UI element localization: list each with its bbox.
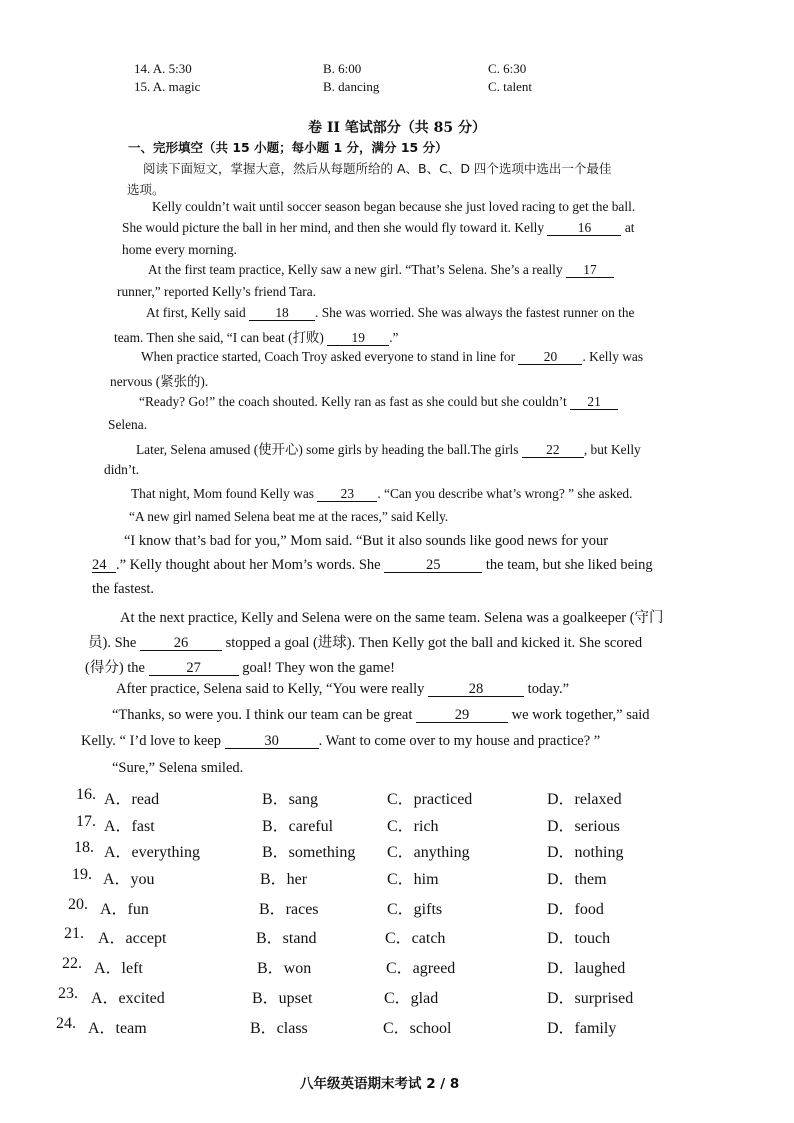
question-row-15 [0,79,794,99]
option-d: D．food [547,901,604,918]
blank-25: 25 [384,558,482,573]
passage-line: That night, Mom found Kelly was 23 . “Can you describe what’s wrong? ” she asked. [131,486,633,501]
blank-21: 21 [570,395,618,410]
passage-line: When practice started, Coach Troy asked everyone to stand in line for 20 . Kelly was [141,349,644,364]
option-row-23 [0,985,794,1009]
option-a: 15. A. magic [134,79,201,94]
option-a: 14. A. 5:30 [134,61,192,76]
passage-line: nervous (紧张的). [110,374,209,389]
blank-28: 28 [428,682,524,697]
passage-line: At first, Kelly said 18 . She was worried. She was always the fastest runner on the [146,305,635,320]
option-d: D．family [547,1020,617,1037]
question-row-14 [0,61,794,81]
option-b: B．careful [262,818,334,835]
blank-19: 19 [327,331,389,346]
passage-line: Kelly couldn’t wait until soccer season began because she just loved racing to get the ball. [152,199,636,214]
question-number: 19. [72,866,92,883]
option-d: D．serious [547,818,620,835]
option-b: B．her [260,871,308,888]
passage-line: 24 .” Kelly thought about her Mom’s words. She 25 the team, but she liked being [92,557,653,573]
blank-20: 20 [518,350,582,365]
instructions [127,158,703,200]
option-a: A．read [104,791,160,808]
option-b: B．races [259,901,319,918]
passage-line: (得分) the 27 goal! They won the game! [85,660,395,676]
option-a: A．excited [91,990,165,1007]
instruction-line-1: 阅读下面短文，掌握大意，然后从每题所给的 A、B、C、D 四个选项中选出一个最佳 [143,161,612,176]
option-d: D．surprised [547,990,634,1007]
blank-18: 18 [249,306,315,321]
option-c: C．anything [387,844,470,861]
passage-line: Selena. [108,417,148,432]
option-b: B．class [250,1020,308,1037]
question-number: 21. [64,925,84,942]
option-c: C．school [383,1020,452,1037]
option-b: B. 6:00 [323,61,362,76]
option-a: A．team [88,1020,147,1037]
question-number: 18. [74,839,94,856]
blank-30: 30 [225,734,319,749]
section-subtitle: 一、完形填空（共 15 小题；每小题 1 分，满分 15 分） [128,140,448,155]
option-row-19 [0,866,794,890]
question-number: 20. [68,896,88,913]
question-number: 16. [76,786,96,803]
blank-26: 26 [140,636,222,651]
page-footer: 八年级英语期末考试 2 / 8 [300,1076,460,1092]
question-number: 24. [56,1015,76,1032]
option-d: D．them [547,871,607,888]
option-row-21 [0,925,794,949]
passage-line: “Sure,” Selena smiled. [112,760,244,776]
passage-line: “Ready? Go!” the coach shouted. Kelly ran as fast as she could but she couldn’t 21 [139,394,618,410]
option-a: A．accept [98,930,167,947]
question-number: 23. [58,985,78,1002]
option-c: C. 6:30 [488,61,527,76]
option-b: B. dancing [323,79,380,94]
option-a: A．left [94,960,143,977]
option-row-22 [0,955,794,979]
option-a: A．fast [104,818,155,835]
option-a: A．fun [100,901,149,918]
question-number: 22. [62,955,82,972]
passage-line: She would picture the ball in her mind, and then she would fly toward it. Kelly 16 at [122,220,635,235]
option-d: D．relaxed [547,791,622,808]
blank-24: 24 [92,558,116,573]
question-number: 17. [76,813,96,830]
passage-line: At the next practice, Kelly and Selena were on the same team. Selena was a goalkeeper (守门 [120,610,664,626]
passage-line: After practice, Selena said to Kelly, “You were really 28 today.” [116,681,570,697]
passage-line: “Thanks, so were you. I think our team can be great 29 we work together,” said [112,707,650,723]
passage-line: “I know that’s bad for you,” Mom said. “But it also sounds like good news for your [124,533,609,549]
blank-22: 22 [522,443,584,458]
passage-line: team. Then she said, “I can beat (打败) 19 .” [114,330,399,345]
blank-16: 16 [547,221,621,236]
option-b: B．won [257,960,312,977]
option-b: B．sang [262,791,319,808]
option-c: C．him [387,871,439,888]
section-title: 卷 II 笔试部分（共 85 分） [307,120,487,136]
passage-line: “A new girl named Selena beat me at the races,” said Kelly. [129,509,449,524]
passage-line: At the first team practice, Kelly saw a new girl. “That’s Selena. She’s a really 17 [148,262,614,278]
option-b: B．stand [256,930,317,947]
option-a: A．everything [104,844,200,861]
instruction-line-2: 选项。 [127,182,165,197]
option-d: D．touch [547,930,611,947]
passage-line: 员). She 26 stopped a goal (进球). Then Kelly got the ball and kicked it. She scored [88,635,643,651]
option-c: C．agreed [386,960,456,977]
option-b: B．upset [252,990,313,1007]
blank-27: 27 [149,661,239,676]
blank-23: 23 [317,487,377,502]
passage-line: didn’t. [104,462,140,477]
option-c: C．gifts [387,901,443,918]
option-c: C．catch [385,930,446,947]
option-row-20 [0,896,794,920]
option-d: D．nothing [547,844,624,861]
passage-line: the fastest. [92,581,155,597]
passage-line: Kelly. “ I’d love to keep 30 . Want to come over to my house and practice? ” [81,733,601,749]
option-row-24 [0,1015,794,1039]
option-d: D．laughed [547,960,626,977]
option-row-16 [0,786,794,810]
option-row-18 [0,839,794,863]
option-c: C．rich [387,818,439,835]
blank-17: 17 [566,263,614,278]
option-b: B．something [262,844,356,861]
option-a: A．you [103,871,155,888]
passage-line: Later, Selena amused (使开心) some girls by heading the ball.The girls 22 , but Kelly [136,442,641,457]
passage-line: home every morning. [122,242,237,257]
blank-29: 29 [416,708,508,723]
option-c: C．glad [384,990,439,1007]
option-row-17 [0,813,794,837]
option-c: C. talent [488,79,533,94]
passage-line: runner,” reported Kelly’s friend Tara. [117,284,317,299]
option-c: C．practiced [387,791,473,808]
